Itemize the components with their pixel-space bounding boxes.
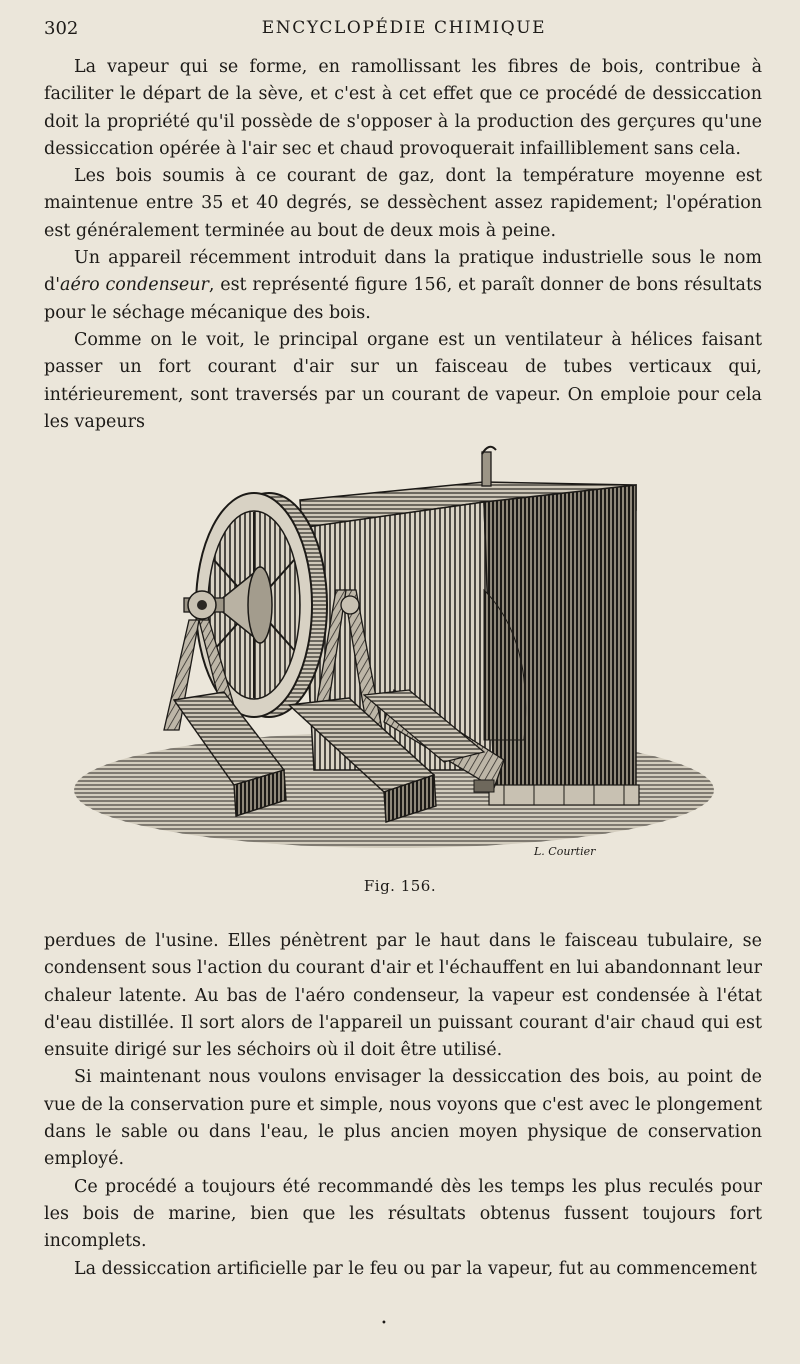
figure-156-illustration <box>64 440 764 870</box>
running-head: ENCYCLOPÉDIE CHIMIQUE <box>261 18 547 38</box>
aero-condenser-engraving <box>64 440 764 870</box>
paragraph: Comme on le voit, le principal organe est un ventilateur à hélices faisant passer un fort courant d'air sur un faisceau de tubes verticaux qui, intérieurement, sont traversés par un courant de vapeur. On emploie pour cela les vapeurs <box>44 329 762 432</box>
paragraph: Ce procédé a toujours été recommandé dès les temps les plus reculés pour les bois de marine, bien que les résultats obtenus fussent toujours fort incomplets. <box>44 1176 762 1252</box>
page-number: 302 <box>44 18 79 39</box>
italic-term: aéro condenseur <box>60 275 209 296</box>
paragraph: La vapeur qui se forme, en ramollissant les fibres de bois, contribue à faciliter le départ de la sève, et c'est à cet effet que ce procédé de dessiccation doit la propriété qu'il possède de s'opposer à la production des gerçures qu'une dessiccation opérée à l'air sec et chaud provoquerait infailliblement sans cela. <box>44 57 762 159</box>
paragraph-with-term <box>44 245 762 327</box>
paragraph: perdues de l'usine. Elles pénètrent par le haut dans le faisceau tubulaire, se condensent sous l'action du courant d'air et l'échauffent en lui abandonnant leur chaleur latente. Au bas de l'aéro condenseur, la vapeur est condensée à l'état d'eau distillée. Il sort alors de l'appareil un puissant courant d'air chaud qui est ensuite dirigé sur les séchoirs où il doit être utilisé. <box>44 931 762 1061</box>
text-run: , est représenté figure 156, et paraît donner de bons résultats pour le séchage mécanique des bois. <box>44 275 762 323</box>
engraver-signature: L. Courtier <box>534 845 596 858</box>
footer-mark: • <box>381 1318 387 1329</box>
paragraph: Si maintenant nous voulons envisager la dessiccation des bois, au point de vue de la conservation pure et simple, nous voyons que c'est avec le plongement dans le sable ou dans l'eau, le plus ancien moyen physique de conservation employé. <box>44 1067 762 1170</box>
page-header <box>44 14 764 44</box>
text-block-bottom <box>44 928 762 1283</box>
paragraph: La dessiccation artificielle par le feu ou par la vapeur, fut au commencement <box>74 1258 757 1279</box>
paragraph: Les bois soumis à ce courant de gaz, dont la température moyenne est maintenue entre 35 et 40 degrés, se dessèchent assez rapidement; l'opération est généralement terminée au bout de deux mois à peine. <box>44 166 762 241</box>
text-run: Un appareil récemment introduit dans la pratique industrielle sous le nom d' <box>44 248 762 296</box>
text-block-top <box>44 54 762 436</box>
steam-inlet-pipe <box>482 447 496 486</box>
figure-caption: Fig. 156. <box>363 877 437 895</box>
